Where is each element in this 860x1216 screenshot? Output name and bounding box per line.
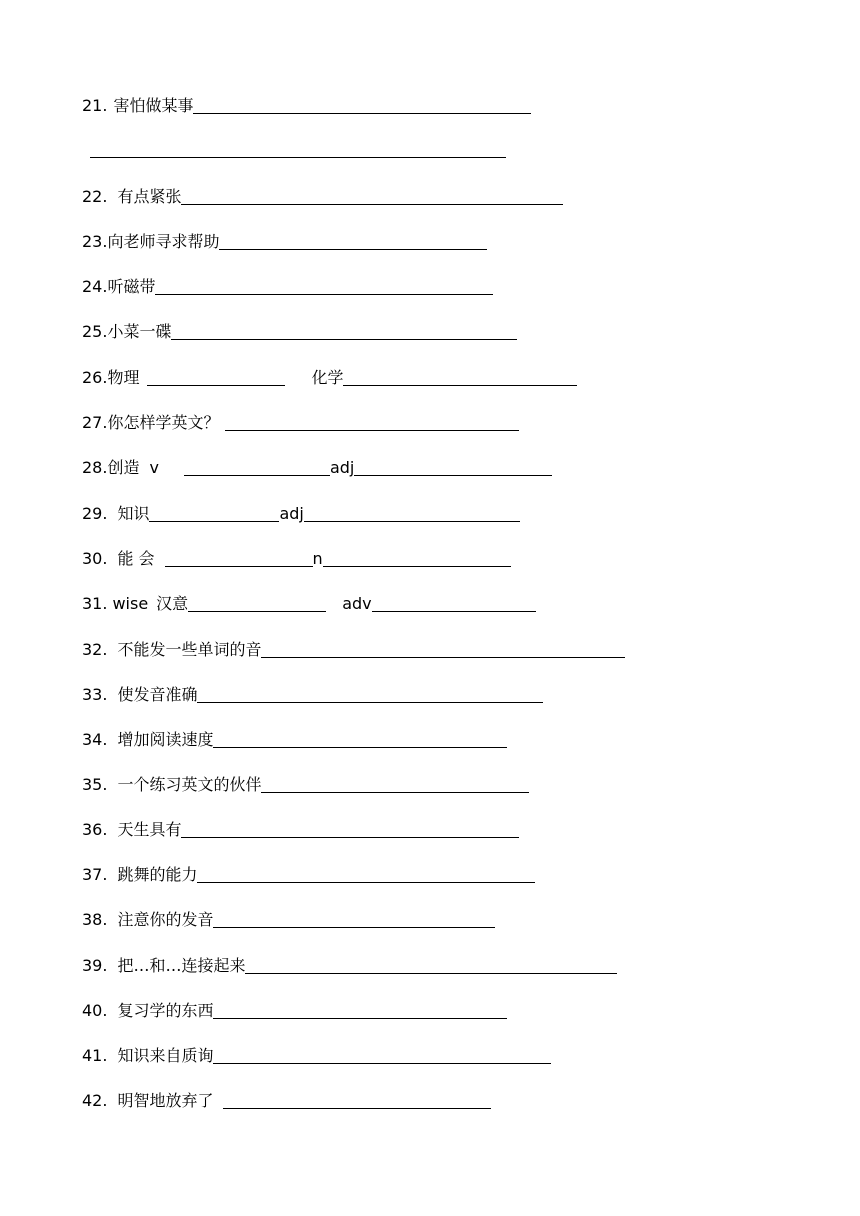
question-36 bbox=[82, 816, 519, 840]
question-41 bbox=[82, 1042, 551, 1066]
answer-blank[interactable] bbox=[181, 186, 563, 205]
answer-blank[interactable] bbox=[165, 548, 313, 567]
question-prompt: 跳舞的能力 bbox=[117, 865, 198, 884]
answer-blank[interactable] bbox=[354, 457, 552, 476]
question-prompt: 不能发一些单词的音 bbox=[117, 640, 262, 659]
question-25 bbox=[82, 318, 517, 342]
answer-blank[interactable] bbox=[181, 819, 519, 838]
answer-blank[interactable] bbox=[261, 774, 529, 793]
question-number: 22. bbox=[82, 187, 108, 206]
question-prompt: 汉意 bbox=[156, 594, 189, 613]
answer-blank[interactable] bbox=[213, 909, 495, 928]
answer-blank[interactable] bbox=[372, 593, 536, 612]
answer-blank[interactable] bbox=[225, 412, 519, 431]
question-number: 34. bbox=[82, 730, 108, 749]
question-prompt: 把…和…连接起来 bbox=[117, 956, 246, 975]
question-prompt: 使发音准确 bbox=[117, 685, 198, 704]
part-of-speech-label: adv bbox=[342, 594, 372, 613]
part-of-speech-label: v bbox=[149, 458, 159, 477]
question-28 bbox=[82, 454, 552, 478]
answer-blank[interactable] bbox=[147, 367, 285, 386]
question-prompt: 物理 bbox=[107, 368, 140, 387]
question-number: 27. bbox=[82, 413, 108, 432]
question-number: 31. bbox=[82, 594, 108, 613]
question-number: 42. bbox=[82, 1091, 108, 1110]
question-23 bbox=[82, 228, 487, 252]
question-number: 38. bbox=[82, 910, 108, 929]
answer-blank[interactable] bbox=[184, 457, 330, 476]
answer-blank-continuation[interactable] bbox=[90, 157, 506, 158]
question-number: 26. bbox=[82, 368, 108, 387]
question-number: 25. bbox=[82, 322, 108, 341]
answer-blank[interactable] bbox=[261, 639, 625, 658]
answer-blank[interactable] bbox=[197, 684, 543, 703]
question-number: 41. bbox=[82, 1046, 108, 1065]
question-31 bbox=[82, 590, 536, 614]
answer-blank[interactable] bbox=[197, 864, 535, 883]
question-prompt: 你怎样学英文？ bbox=[107, 413, 220, 432]
question-35 bbox=[82, 771, 529, 795]
question-27 bbox=[82, 409, 519, 433]
question-number: 29. bbox=[82, 504, 108, 523]
part-of-speech-label: adj bbox=[279, 504, 304, 523]
question-number: 23. bbox=[82, 232, 108, 251]
question-30 bbox=[82, 545, 511, 569]
question-number: 39. bbox=[82, 956, 108, 975]
answer-blank[interactable] bbox=[213, 1045, 551, 1064]
answer-blank[interactable] bbox=[304, 503, 520, 522]
question-number: 35. bbox=[82, 775, 108, 794]
question-prompt-secondary: 化学 bbox=[311, 368, 344, 387]
question-prompt: 向老师寻求帮助 bbox=[107, 232, 220, 251]
answer-blank[interactable] bbox=[213, 729, 507, 748]
question-prompt: 增加阅读速度 bbox=[117, 730, 214, 749]
answer-blank[interactable] bbox=[219, 231, 487, 250]
answer-blank[interactable] bbox=[343, 367, 577, 386]
question-33 bbox=[82, 681, 543, 705]
part-of-speech-label: n bbox=[312, 549, 323, 568]
question-40 bbox=[82, 997, 507, 1021]
question-number: 36. bbox=[82, 820, 108, 839]
question-39 bbox=[82, 952, 617, 976]
answer-blank[interactable] bbox=[223, 1090, 491, 1109]
question-prompt: 一个练习英文的伙伴 bbox=[117, 775, 262, 794]
question-prompt: 害怕做某事 bbox=[113, 96, 194, 115]
answer-blank[interactable] bbox=[188, 593, 326, 612]
answer-blank[interactable] bbox=[323, 548, 511, 567]
question-number: 40. bbox=[82, 1001, 108, 1020]
question-22 bbox=[82, 183, 563, 207]
question-32 bbox=[82, 636, 625, 660]
question-number: 33. bbox=[82, 685, 108, 704]
question-29 bbox=[82, 500, 520, 524]
question-prompt: 有点紧张 bbox=[117, 187, 182, 206]
answer-blank[interactable] bbox=[149, 503, 279, 522]
question-prompt: 明智地放弃了 bbox=[117, 1091, 214, 1110]
answer-blank[interactable] bbox=[171, 321, 517, 340]
question-prompt: 听磁带 bbox=[107, 277, 156, 296]
question-prompt: 注意你的发音 bbox=[117, 910, 214, 929]
question-42 bbox=[82, 1087, 491, 1111]
answer-blank[interactable] bbox=[155, 276, 493, 295]
question-prompt: 复习学的东西 bbox=[117, 1001, 214, 1020]
question-number: 24. bbox=[82, 277, 108, 296]
answer-blank[interactable] bbox=[245, 955, 617, 974]
question-prompt: 天生具有 bbox=[117, 820, 182, 839]
question-prompt: 知识 bbox=[117, 504, 150, 523]
question-number: 37. bbox=[82, 865, 108, 884]
question-number: 28. bbox=[82, 458, 108, 477]
question-34 bbox=[82, 726, 507, 750]
question-prompt: 小菜一碟 bbox=[107, 322, 172, 341]
question-prompt: 创造 bbox=[107, 458, 140, 477]
english-word: wise bbox=[112, 594, 149, 613]
question-37 bbox=[82, 861, 535, 885]
answer-blank[interactable] bbox=[213, 1000, 507, 1019]
question-24 bbox=[82, 273, 493, 297]
question-prompt: 能 会 bbox=[117, 549, 155, 568]
question-number: 21. bbox=[82, 96, 108, 115]
answer-blank[interactable] bbox=[193, 95, 531, 114]
question-number: 32. bbox=[82, 640, 108, 659]
question-38 bbox=[82, 906, 495, 930]
question-26 bbox=[82, 364, 577, 388]
question-21 bbox=[82, 92, 531, 116]
part-of-speech-label: adj bbox=[329, 458, 355, 477]
question-prompt: 知识来自质询 bbox=[117, 1046, 214, 1065]
question-number: 30. bbox=[82, 549, 108, 568]
